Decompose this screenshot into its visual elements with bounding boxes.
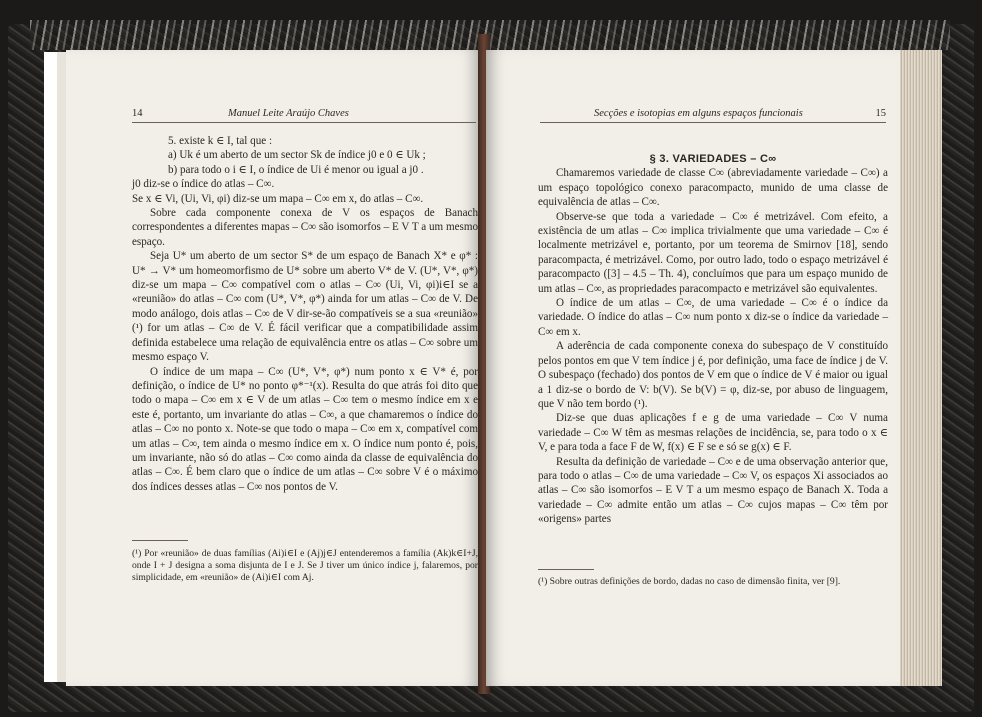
left-page	[66, 50, 480, 686]
right-page-paragraph: Chamaremos variedade de classe C∞ (abreviadamente variedade – C∞) a um espaço topológico conexo paracompacto, munido de uma classe de equivalência de atlas – C∞.	[538, 167, 888, 209]
left-page-edge	[44, 52, 66, 682]
right-page-paragraph: O índice de um atlas – C∞, de uma variedade – C∞ é o índice da variedade. O índice do atlas – C∞ num ponto x diz-se o índice da variedade – C∞ em x.	[538, 297, 888, 338]
left-page-paragraph: 5. existe k ∈ I, tal que :	[168, 135, 273, 147]
cover-marbling	[30, 20, 950, 50]
right-page-paragraph: Observe-se que toda a variedade – C∞ é metrizável. Com efeito, a existência de um atlas – C∞ implica trivialmente que uma variedade – C∞ é localmente metrizável e, portanto, por um teorema de Smirnov [18], sendo paracompacta, é metrizável. Como, por outro lado, todo o espaço metrizável é paracompacto ([3] – 4.5 – Th. 4), concluímos que para um espaço munido de um atlas – C∞, as propriedades paracompacto e metrizável são equivalentes.	[538, 210, 888, 295]
left-footnote: (¹) Por «reunião» de duas famílias (Ai)i∈I e (Aj)j∈J entenderemos a família (Ak)k∈I+J, onde I + J designa a soma disjunta de I e J. Se J tiver um único índice j, falaremos, por simplicidade, em «reunião» de (Ai)i∈I com Aj.	[132, 548, 478, 583]
left-page-paragraph: Se x ∈ Vi, (Ui, Vi, φi) diz-se um mapa – C∞ em x, do atlas – C∞.	[132, 192, 424, 205]
right-running-head: Secções e isotopias em alguns espaços funcionais	[594, 108, 803, 119]
right-footnote: (¹) Sobre outras definições de bordo, dadas no caso de dimensão finita, ver [9].	[538, 576, 841, 587]
left-body-text	[132, 134, 478, 494]
right-footnote-rule	[538, 569, 594, 570]
left-page-paragraph: j0 diz-se o índice do atlas – C∞.	[132, 178, 275, 191]
right-running-header	[540, 108, 886, 123]
right-page	[486, 50, 900, 686]
left-running-header	[132, 108, 476, 123]
left-page-paragraph: b) para todo o i ∈ I, o índice de Ui é menor ou igual a j0 .	[168, 163, 424, 176]
right-page-paragraph: Diz-se que duas aplicações f e g de uma variedade – C∞ V numa variedade – C∞ W têm as mesmas relações de incidência, se, para todo o x ∈ V, e para toda a face F de W, f(x) ∈ F se e só se g(x) ∈ F.	[538, 412, 888, 454]
left-page-paragraph: Sobre cada componente conexa de V os espaços de Banach correspondentes a diferentes mapas – C∞ são isomorfos – E V T a um mesmo espaço.	[132, 207, 478, 248]
right-page-stack	[900, 50, 942, 686]
section-title: § 3. VARIEDADES – C∞	[649, 153, 777, 165]
left-running-head: Manuel Leite Araújo Chaves	[228, 108, 349, 119]
right-page-number: 15	[875, 108, 886, 119]
right-page-paragraph: Resulta da definição de variedade – C∞ e de uma observação anterior que, para todo o atlas – C∞ de uma variedade – C∞ V, os espaços Xi associados ao atlas – C∞ são isomorfos – E V T a um mesmo espaço de Banach X. Toda a variedade – C∞ admite então um atlas – C∞ cujos mapas – C∞ têm por «origens» partes	[538, 455, 888, 526]
left-page-number: 14	[132, 108, 143, 119]
right-page-paragraph: A aderência de cada componente conexa do subespaço de V constituído pelos pontos em que V tem índice j é, por definição, uma face de índice j de V. O subespaço (fechado) dos pontos de V em que o índice de V é maior ou igual a 1 diz-se o bordo de V: b(V). Se b(V) = φ, diz-se, por abuso de linguagem, que V não tem bordo (¹).	[538, 340, 888, 410]
left-page-paragraph: Seja U* um aberto de um sector S* de um espaço de Banach X* e φ* : U* → V* um homeomorfismo de U* sobre um aberto V* de V. (U*, V*, φ*) diz-se um mapa – C∞ compatível com o atlas – C∞ (Ui, Vi, φi)i∈I se a «reunião» do atlas – C∞ com (U*, V*, φ*) ainda for um atlas – C∞ de V. De modo análogo, dois atlas – C∞ de V dir-se-ão compatíveis se a sua «reunião» (¹) for um atlas – C∞ de V. É fácil verificar que a compatibilidade assim definida estabelece uma relação de equivalência entre os atlas – C∞ sobre um mesmo espaço V.	[132, 250, 478, 364]
right-body-text	[538, 152, 888, 527]
left-page-paragraph: a) Uk é um aberto de um sector Sk de índice j0 e 0 ∈ Uk ;	[168, 149, 426, 162]
left-page-paragraph: O índice de um mapa – C∞ (U*, V*, φ*) num ponto x ∈ V* é, por definição, o índice de U* no ponto φ*⁻¹(x). Resulta do que atrás foi dito que todo o mapa – C∞ em x ∈ V de um atlas – C∞ tem o mesmo índice em x e este é, portanto, um invariante do atlas – C∞, a que chamaremos o índice do atlas – C∞ no ponto x. Note-se que todo o mapa – C∞ em x, compatível com um atlas – C∞, tem ainda o mesmo índice em x. O índice num ponto é, pois, um invariante, não só do atlas – C∞ como ainda da classe de equivalência do atlas – C∞. É bem claro que o índice de um atlas – C∞ sobre V é o máximo dos índices desses atlas – C∞ nos pontos de V.	[132, 365, 478, 493]
left-footnote-rule	[132, 540, 188, 541]
